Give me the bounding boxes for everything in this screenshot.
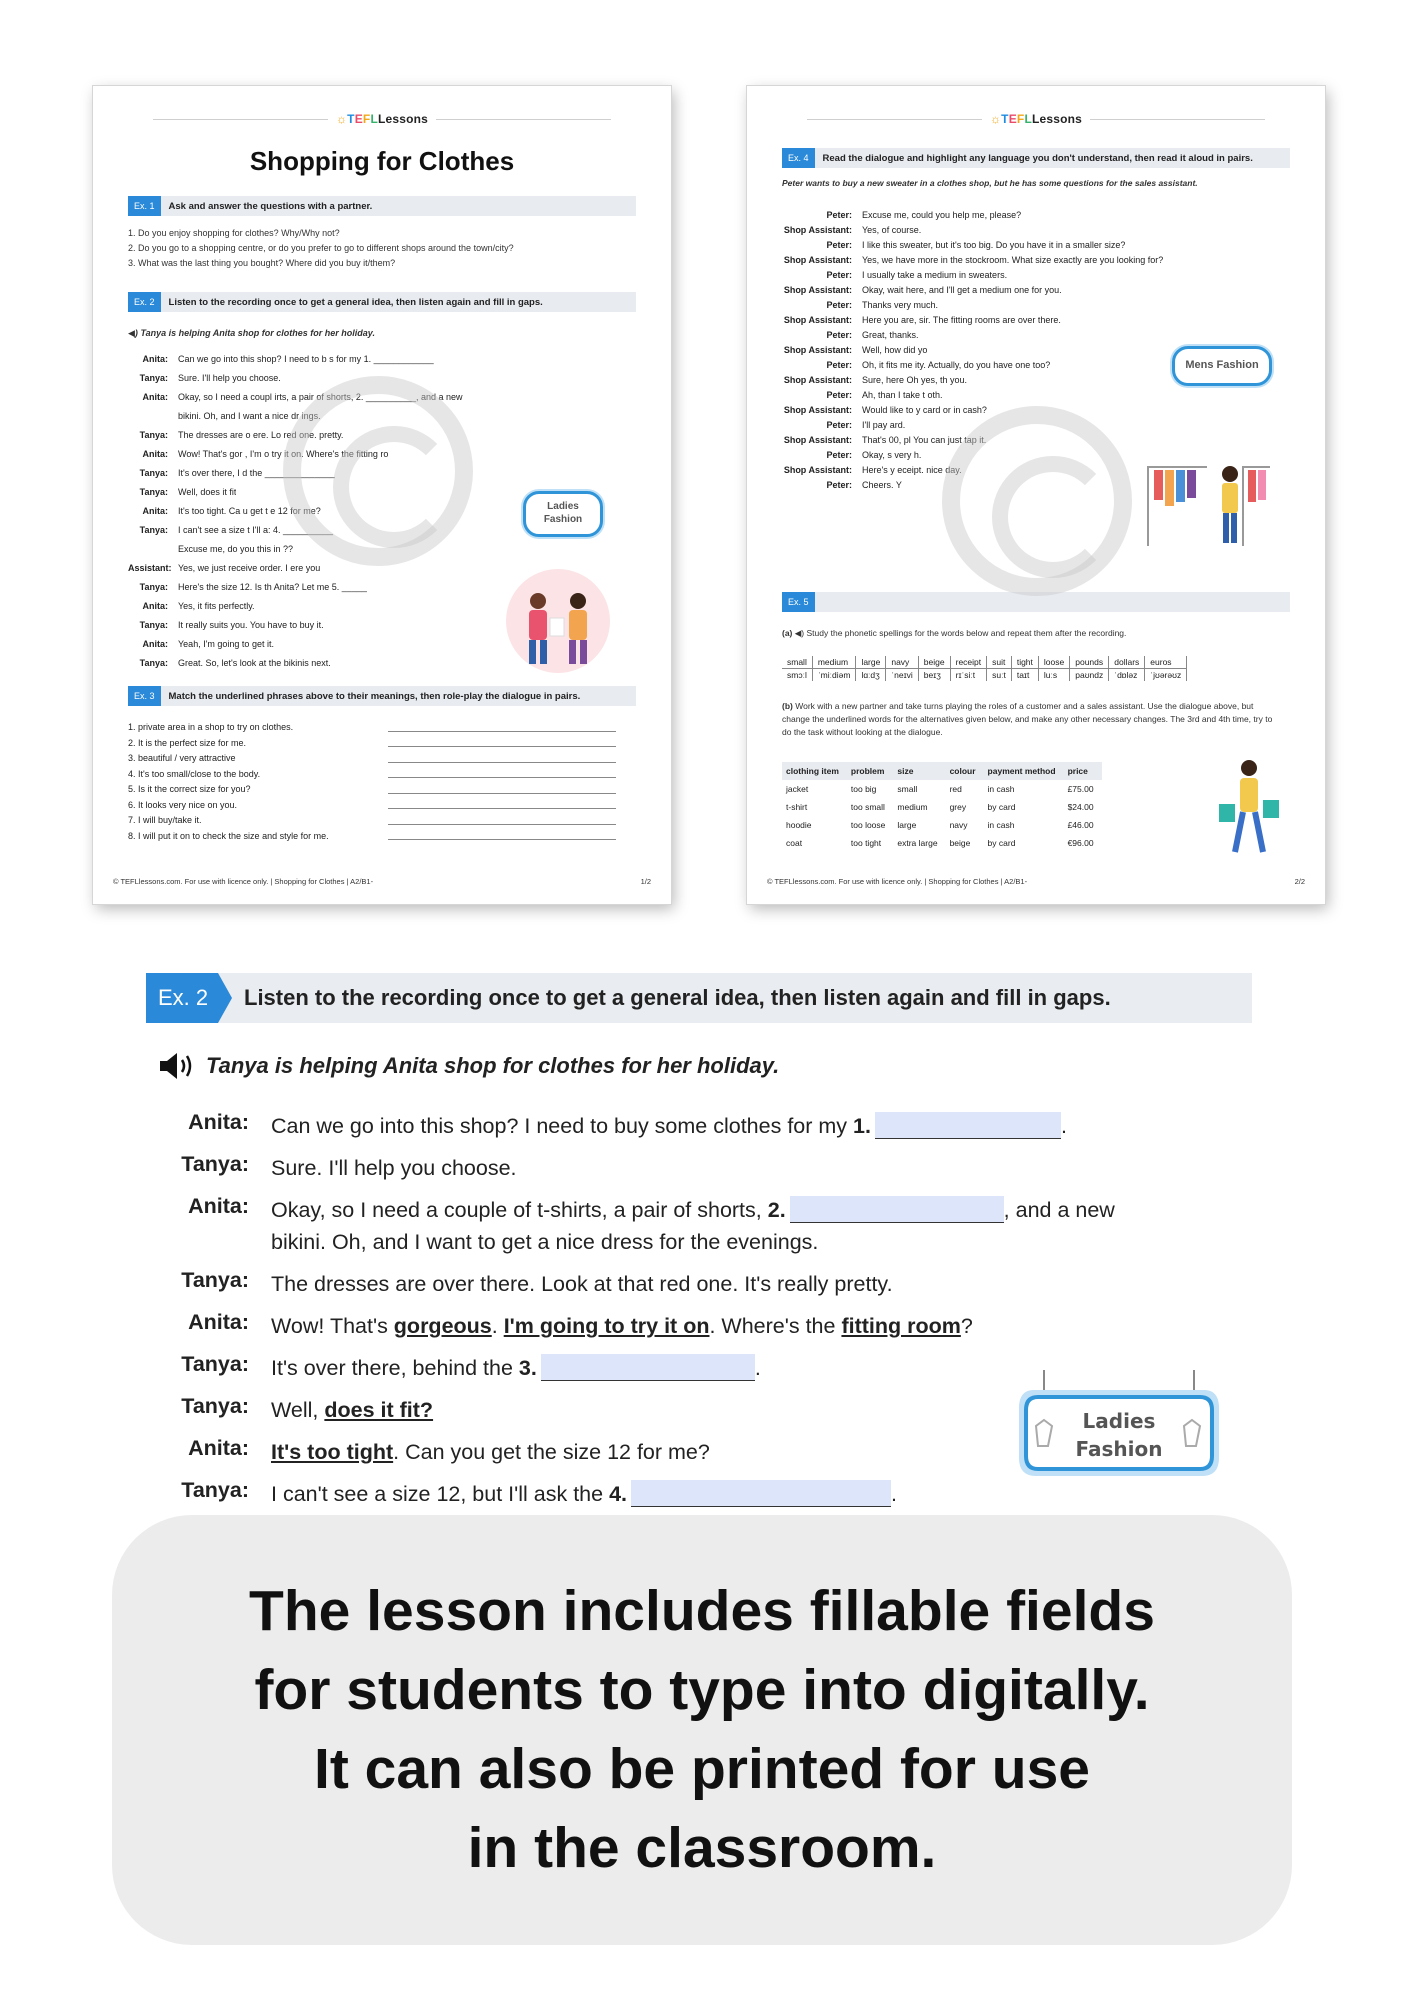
mens-fashion-sign: Mens Fashion (1172, 346, 1272, 386)
dialogue-line (782, 268, 1290, 283)
speaker-label: Anita: (142, 392, 168, 402)
copyright-watermark-icon (283, 376, 473, 566)
phonetic-spelling: smɔːl (782, 669, 812, 682)
table-cell: £46.00 (1067, 820, 1094, 830)
speaker-label: Anita: (188, 1310, 249, 1334)
table-cell: extra large (897, 838, 938, 848)
table-cell: too loose (850, 820, 886, 830)
phonetic-spelling: taɪt (1011, 669, 1038, 682)
speaker-label: Peter: (826, 450, 852, 460)
exercise-instruction: Listen to the recording once to get a general idea, then listen again and fill in gaps. (244, 985, 1111, 1010)
speaker-icon[interactable] (158, 1050, 196, 1082)
match-meaning: 3. beautiful / very attractive (128, 753, 236, 763)
dialogue-text: It's over there, I d the ______________ (178, 468, 335, 478)
phonetic-word: receipt (950, 656, 987, 669)
dialogue-line (782, 223, 1290, 238)
ex2-subtitle: ◀) Tanya is helping Anita shop for clothes for her holiday. (128, 328, 375, 338)
dialogue-text: Would like to y card or in cash? (862, 405, 987, 415)
speaker-label: Tanya: (181, 1352, 249, 1376)
dialogue-text: Thanks very much. (862, 300, 939, 310)
speaker-label: Anita: (142, 506, 168, 516)
dialogue-line (782, 238, 1290, 253)
phonetic-spelling: rɪˈsiːt (950, 669, 987, 682)
table-cell: grey (949, 802, 967, 812)
dialogue-text: Can we go into this shop? I need to b s for my 1. ____________ (178, 354, 434, 364)
speaker-label: Tanya: (139, 468, 168, 478)
clothes-rack-illustration-icon (1142, 456, 1272, 556)
table-cell: hoodie (786, 820, 812, 830)
match-meaning: 8. I will put it on to check the size and style for me. (128, 830, 329, 841)
gap-number: 2. (767, 1198, 786, 1222)
speaker-label: Tanya: (139, 658, 168, 668)
ex1-questions (128, 226, 514, 271)
dialogue-line (128, 350, 636, 369)
ladies-fashion-sign (1014, 1370, 1224, 1482)
underlined-phrase: I'm going to try it on (503, 1314, 710, 1338)
table-header-cell: colour (946, 762, 984, 780)
table-cell: jacket (786, 784, 809, 794)
speaker-label: Tanya: (181, 1478, 249, 1502)
exercise-tag: Ex. 2 (146, 973, 218, 1023)
dialogue-line: Tanya: The dresses are over there. Look at that red one. It's really pretty. (146, 1268, 1266, 1310)
speaker-label: Tanya: (181, 1152, 249, 1176)
dialogue-line (782, 313, 1290, 328)
match-meaning: 4. It's too small/close to the body. (128, 768, 261, 779)
match-meaning: 1. private area in a shop to try on clothes. (128, 722, 294, 732)
phonetic-spelling: beɪʒ (918, 669, 950, 682)
match-item (128, 736, 616, 752)
dialogue-text: Wow! That's gor , I'm o try it on. Where's the fitting ro (178, 449, 389, 459)
phonetic-spelling: ˈneɪvi (886, 669, 918, 682)
match-item (128, 767, 616, 783)
caption-panel (112, 1515, 1292, 1945)
dialogue-line (782, 328, 1290, 343)
speaker-label: Assistant: (128, 563, 172, 573)
tefl-lessons-logo: ☼TEFLLessons (335, 112, 429, 126)
question-item: 2. Do you go to a shopping centre, or do you prefer to go to different shops around the town/city? (128, 243, 514, 253)
match-answer-line[interactable] (388, 751, 616, 763)
speaker-label: Peter: (826, 270, 852, 280)
phonetic-spelling: luːs (1038, 669, 1069, 682)
speaker-label: Shop Assistant: (783, 285, 852, 295)
dialogue-text: Cheers. Y (862, 480, 902, 490)
speaker-label: Shop Assistant: (783, 405, 852, 415)
phonetic-word: suit (987, 656, 1012, 669)
speaker-label: Anita: (188, 1194, 249, 1218)
speaker-label: Shop Assistant: (783, 345, 852, 355)
table-cell: small (897, 784, 918, 794)
speaker-icon: ◀) (128, 328, 138, 338)
speaker-label: Peter: (826, 240, 852, 250)
phonetic-word: loose (1038, 656, 1069, 669)
match-answer-line[interactable] (388, 720, 616, 732)
shoppers-illustration-icon (493, 566, 623, 676)
dialogue-line: Tanya: Well, does it fit? (146, 1394, 1266, 1436)
speaker-label: Peter: (826, 210, 852, 220)
dialogue-text: I usually take a medium in sweaters. (862, 270, 1008, 280)
phonetics-table (782, 656, 1187, 681)
ex5-a-instruction: (a) ◀) Study the phonetic spellings for the words below and repeat them after the recording. (782, 628, 1127, 638)
page-title: Shopping for Clothes (249, 146, 515, 176)
speaker-label: Peter: (826, 390, 852, 400)
speaker-label: Tanya: (181, 1394, 249, 1418)
match-answer-line[interactable] (388, 767, 616, 779)
underlined-phrase: It's too tight (271, 1440, 394, 1464)
table-header-cell: price (1064, 762, 1102, 780)
phonetic-word: large (856, 656, 886, 669)
dialogue-text: Yes, we just receive order. I ere you (178, 563, 321, 573)
gap-number: 4. (609, 1482, 627, 1506)
speaker-label: Peter: (826, 480, 852, 490)
speaker-label: Anita: (142, 354, 168, 364)
table-cell: beige (949, 838, 971, 848)
table-header-cell: size (893, 762, 945, 780)
shopper-with-bags-icon (1207, 756, 1287, 866)
dialogue-line (782, 253, 1290, 268)
dialogue-text: I can't see a size t I'll a: 4. __________ (178, 525, 334, 535)
dialogue-text: Yes, we have more in the stockroom. What size exactly are you looking for? (862, 255, 1164, 265)
table-cell: too tight (850, 838, 882, 848)
match-item (128, 782, 616, 798)
match-meaning: 7. I will buy/take it. (128, 815, 202, 825)
table-cell: navy (949, 820, 968, 830)
dialogue-line (782, 298, 1290, 313)
phonetic-spelling: ˈmiːdiəm (812, 669, 856, 682)
dialogue-text: Great, thanks. (862, 330, 919, 340)
table-cell: large (897, 820, 917, 830)
worksheet-page-1 (93, 86, 671, 904)
dialogue-line: Anita: Okay, so I need a couple of t-shirts, a pair of shorts, 2. , and a new bikini. Oh, and I want to get a nice dress for the evenings. (146, 1194, 1266, 1268)
speaker-label: Tanya: (139, 620, 168, 630)
dialogue-text: Okay, wait here, and I'll get a medium one for you. (862, 285, 1062, 295)
match-item (128, 751, 616, 767)
ex2-zoom-subtitle: Tanya is helping Anita shop for clothes for her holiday. (158, 1050, 779, 1082)
underlined-phrase: fitting room (841, 1314, 961, 1338)
speaker-label: Shop Assistant: (783, 465, 852, 475)
dialogue-text: The dresses are o ere. Lo red one. pretty. (178, 430, 344, 440)
dialogue-text: Here you are, sir. The fitting rooms are over there. (862, 315, 1061, 325)
match-answer-line[interactable] (388, 813, 616, 825)
table-cell: by card (987, 802, 1016, 812)
dialogue-line (782, 283, 1290, 298)
table-cell: red (949, 784, 962, 794)
dialogue-text: Great. So, let's look at the bikinis next. (178, 658, 331, 668)
speaker-label: Shop Assistant: (783, 255, 852, 265)
dialogue-text: That's 00, pl You can just tap it. (862, 435, 987, 445)
phonetic-spelling: ˈdɒləz (1109, 669, 1145, 682)
ex4-subtitle: Peter wants to buy a new sweater in a clothes shop, but he has some questions for the sales assistant. (782, 178, 1198, 188)
phonetic-spelling: paʊndz (1070, 669, 1109, 682)
gap-number: 1. (853, 1114, 871, 1138)
dialogue-text: Here's the size 12. Is th Anita? Let me 5. _____ (178, 582, 367, 592)
dialogue-text: It really suits you. You have to buy it. (178, 620, 324, 630)
speaker-label: Tanya: (181, 1268, 249, 1292)
speaker-label: Tanya: (139, 582, 168, 592)
match-item (128, 720, 616, 736)
dialogue-text: I'll pay ard. (862, 420, 906, 430)
table-row (782, 798, 1102, 816)
ladies-fashion-sign: Ladies Fashion (523, 491, 603, 537)
dialogue-line (782, 208, 1290, 223)
table-cell: t-shirt (786, 802, 808, 812)
question-item: 1. Do you enjoy shopping for clothes? Why/Why not? (128, 228, 340, 238)
dialogue-line: Tanya: It's over there, behind the 3. . (146, 1352, 1266, 1394)
page-footer: © TEFLlessons.com. For use with licence only. | Shopping for Clothes | A2/B1- 1/2 (113, 877, 651, 886)
roleplay-table (782, 762, 1102, 852)
svg-text:Fashion: Fashion (1075, 1437, 1163, 1461)
speaker-icon: ◀) (794, 628, 805, 638)
dialogue-text: Yeah, I'm going to get it. (178, 639, 274, 649)
match-item (128, 798, 616, 814)
match-meaning: 6. It looks very nice on you. (128, 799, 238, 810)
tefl-lessons-logo: ☼TEFLLessons (989, 112, 1083, 126)
ex3-header: Ex. 3 Match the underlined phrases above to their meanings, then role-play the dialogue in pairs. (128, 686, 636, 706)
dialogue-text: Excuse me, could you help me, please? (862, 210, 1022, 220)
table-cell: too small (850, 802, 885, 812)
table-row (782, 780, 1102, 798)
dialogue-text: Well, does it fit (178, 487, 237, 497)
ex4-header: Ex. 4 Read the dialogue and highlight any language you don't understand, then read it aloud in pairs. (782, 148, 1290, 168)
dialogue-text: Sure. I'll help you choose. (178, 373, 281, 383)
table-header-cell: payment method (984, 762, 1064, 780)
match-answer-line[interactable] (388, 736, 616, 748)
underlined-phrase: does it fit? (324, 1398, 434, 1422)
speaker-label: Anita: (188, 1436, 249, 1460)
table-row (782, 834, 1102, 852)
match-item (128, 813, 616, 829)
phonetic-word: pounds (1070, 656, 1109, 669)
dialogue-line: Anita: Can we go into this shop? I need to buy some clothes for my 1. . (146, 1110, 1266, 1152)
ex5-b-instruction: (b) Work with a new partner and take turns playing the roles of a customer and a sales assistant. Use the dialogue above, but change the underlined words for the alternatives given below, and make any other necessary changes. The 3rd and 4th time, try to do the task without looking at the dialogue. (782, 701, 1273, 737)
table-row (782, 816, 1102, 834)
gap-number: 3. (518, 1356, 537, 1380)
speaker-label: Shop Assistant: (783, 315, 852, 325)
speaker-label: Anita: (142, 449, 168, 459)
dialogue-text: Okay, s very h. (862, 450, 922, 460)
match-meaning: 5. Is it the correct size for you? (128, 784, 251, 794)
dialogue-text: Ah, than I take t oth. (862, 390, 943, 400)
table-cell: too big (850, 784, 877, 794)
dialogue-line: Tanya: I can't see a size 12, but I'll ask the 4. . (146, 1478, 1266, 1520)
speaker-label: Tanya: (139, 487, 168, 497)
dialogue-text: Yes, it fits perfectly. (178, 601, 255, 611)
ex5-header: Ex. 5 (782, 592, 1290, 612)
table-cell: €96.00 (1067, 838, 1094, 848)
speaker-label: Shop Assistant: (783, 225, 852, 235)
speaker-label (128, 407, 178, 426)
dialogue-text: bikini. Oh, and I want a nice dr ings. (178, 411, 321, 421)
speaker-label (128, 540, 178, 559)
speaker-label: Tanya: (139, 525, 168, 535)
table-cell: £75.00 (1067, 784, 1094, 794)
phonetic-spelling: lɑːdʒ (856, 669, 886, 682)
dialogue-line: Anita: Wow! That's gorgeous. I'm going to try it on. Where's the fitting room? (146, 1310, 1266, 1352)
ex3-match-list (128, 720, 616, 844)
question-item: 3. What was the last thing you bought? Where did you buy it/them? (128, 258, 396, 268)
page-footer: © TEFLlessons.com. For use with licence only. | Shopping for Clothes | A2/B1- 2/2 (767, 877, 1305, 886)
table-cell: medium (897, 802, 928, 812)
dialogue-text: Excuse me, do you this in ?? (178, 544, 294, 554)
dialogue-text: Yes, of course. (862, 225, 922, 235)
match-meaning: 2. It is the perfect size for me. (128, 737, 247, 748)
dialogue-line (782, 388, 1290, 403)
phonetic-spelling: suːt (987, 669, 1012, 682)
ex1-header: Ex. 1 Ask and answer the questions with a partner. (128, 196, 636, 216)
phonetic-word: small (782, 656, 812, 669)
match-answer-line[interactable] (388, 782, 616, 794)
dialogue-text: It's too tight. Ca u get t e 12 for me? (178, 506, 321, 516)
phonetic-word: navy (886, 656, 918, 669)
phonetic-word: euros (1145, 656, 1187, 669)
dialogue-text: Oh, it fits me ity. Actually, do you have one too? (862, 360, 1051, 370)
speaker-label: Peter: (826, 330, 852, 340)
dialogue-line: Tanya: Sure. I'll help you choose. (146, 1152, 1266, 1194)
speaker-label: Peter: (826, 420, 852, 430)
table-cell: $24.00 (1067, 802, 1094, 812)
dialogue-line: Anita: It's too tight. Can you get the size 12 for me? (146, 1436, 1266, 1478)
gap-2-input[interactable] (790, 1196, 1004, 1223)
speaker-label: Peter: (826, 360, 852, 370)
ex2-zoom-header (146, 973, 1252, 1023)
worksheet-page-2 (747, 86, 1325, 904)
gap-3-input[interactable] (541, 1354, 755, 1381)
phonetic-word: beige (918, 656, 950, 669)
table-header-cell: clothing item (782, 762, 847, 780)
speaker-label: Tanya: (139, 430, 168, 440)
table-cell: in cash (987, 820, 1015, 830)
gap-1-input[interactable] (875, 1112, 1061, 1139)
phonetic-word: tight (1011, 656, 1038, 669)
underlined-phrase: gorgeous (393, 1314, 492, 1338)
dialogue-text: Okay, so I need a coupl irts, a pair of shorts, 2. __________, and a new (178, 392, 463, 402)
speaker-label: Tanya: (139, 373, 168, 383)
dialogue-text: Well, how did yo (862, 345, 928, 355)
match-item (128, 829, 616, 845)
speaker-label: Peter: (826, 300, 852, 310)
gap-4-input[interactable] (631, 1480, 891, 1507)
table-cell: in cash (987, 784, 1015, 794)
match-answer-line[interactable] (388, 829, 616, 841)
speaker-label: Anita: (142, 639, 168, 649)
match-answer-line[interactable] (388, 798, 616, 810)
speaker-label: Shop Assistant: (783, 435, 852, 445)
caption-text: The lesson includes fillable fields for students to type into digitally. It can also be printed for use in the classroom. (249, 1579, 1155, 1880)
speaker-label: Anita: (142, 601, 168, 611)
table-header-cell: problem (847, 762, 894, 780)
table-cell: by card (987, 838, 1016, 848)
phonetic-word: dollars (1109, 656, 1145, 669)
table-cell: coat (786, 838, 803, 848)
phonetic-word: medium (812, 656, 856, 669)
svg-text:Ladies: Ladies (1082, 1409, 1156, 1433)
phonetic-spelling: ˈjʊərəʊz (1145, 669, 1187, 682)
dialogue-text: Here's y eceipt. nice day. (862, 465, 962, 475)
dialogue-text: Sure, here Oh yes, th you. (862, 375, 968, 385)
speaker-label: Anita: (188, 1110, 249, 1134)
copyright-watermark-icon (942, 406, 1132, 596)
ex2-header: Ex. 2 Listen to the recording once to get a general idea, then listen again and fill in gaps. (128, 292, 636, 312)
dialogue-text: I like this sweater, but it's too big. Do you have it in a smaller size? (862, 240, 1126, 250)
speaker-label: Shop Assistant: (783, 375, 852, 385)
